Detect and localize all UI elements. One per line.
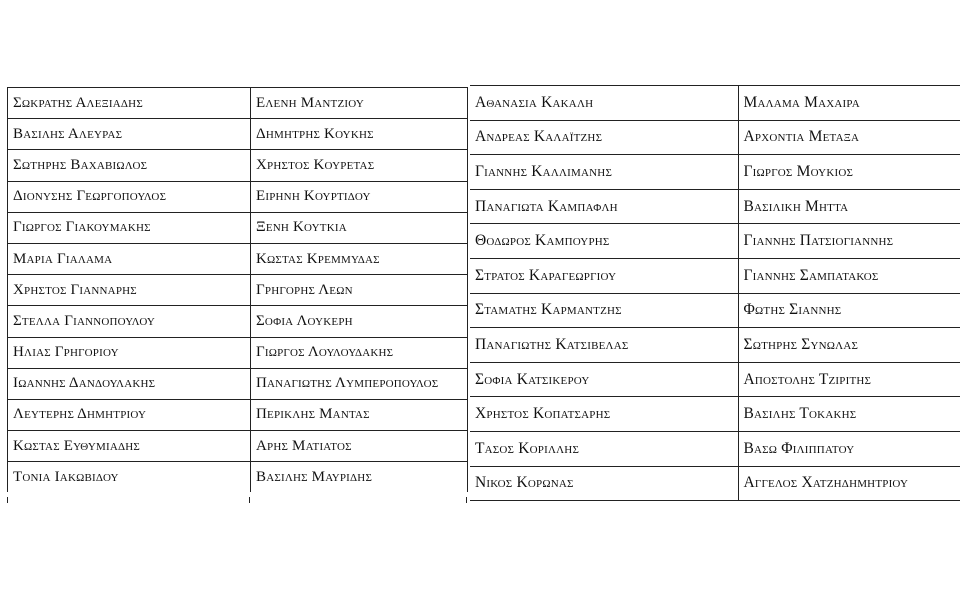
name-cell: Παναγιωτης Κατσιβελας [470, 328, 738, 363]
table-row [8, 337, 468, 368]
name-cell: Σταματης Καρμαντζης [470, 293, 738, 328]
name-cell: Σωτηρης Συνωλας [738, 328, 960, 363]
name-cell: Γιωργος Γιακουμακης [8, 212, 251, 243]
table-row [8, 462, 468, 493]
name-cell: Γιαννης Πατσιογιαννης [738, 224, 960, 259]
name-cell: Βασιλης Τοκακης [738, 397, 960, 432]
name-cell: Περικλης Μαντας [251, 399, 468, 430]
name-cell: Χρηστος Κοπατσαρης [470, 397, 738, 432]
name-cell: Ελενη Μαντζιου [251, 88, 468, 119]
table-row [8, 243, 468, 274]
name-cell: Κωστας Ευθυμιαδης [8, 431, 251, 462]
table-edge-stub [249, 497, 250, 503]
name-cell: Βασιλης Αλευρας [8, 119, 251, 150]
name-cell: Μαρια Γιαλαμα [8, 243, 251, 274]
table-row [470, 155, 960, 190]
table-row [8, 212, 468, 243]
table-row [8, 368, 468, 399]
name-cell: Σοφια Λουκερη [251, 306, 468, 337]
table-row [470, 397, 960, 432]
table-row [470, 86, 960, 121]
name-cell: Στελλα Γιαννοπουλου [8, 306, 251, 337]
name-cell: Θοδωρος Καμπουρης [470, 224, 738, 259]
name-cell: Γιαννης Καλλιμανης [470, 155, 738, 190]
name-cell: Τασος Κοριλλης [470, 431, 738, 466]
table-row [470, 362, 960, 397]
name-cell: Ειρηνη Κουρτιδου [251, 181, 468, 212]
name-cell: Δημητρης Κουκης [251, 119, 468, 150]
table-row [8, 306, 468, 337]
left-names-table [7, 87, 468, 492]
table-row [470, 224, 960, 259]
table-row [470, 189, 960, 224]
name-cell: Διονυσης Γεωργοπουλος [8, 181, 251, 212]
table-row [470, 293, 960, 328]
table-row [470, 466, 960, 501]
table-row [470, 120, 960, 155]
left-table-body [8, 88, 468, 493]
table-row [8, 431, 468, 462]
name-cell: Παναγιωτης Λυμπεροπουλος [251, 368, 468, 399]
name-cell: Αρχοντια Μεταξα [738, 120, 960, 155]
right-table-body [470, 86, 960, 501]
name-cell: Ιωαννης Δανδουλακης [8, 368, 251, 399]
table-row [8, 119, 468, 150]
name-cell: Βασιλικη Μηττα [738, 189, 960, 224]
name-cell: Κωστας Κρεμμυδας [251, 243, 468, 274]
name-cell: Αθανασια Κακαλη [470, 86, 738, 121]
table-row [8, 150, 468, 181]
name-cell: Τονια Ιακωβιδου [8, 462, 251, 493]
table-row [8, 275, 468, 306]
name-cell: Παναγιωτα Καμπαφλη [470, 189, 738, 224]
table-row [8, 181, 468, 212]
table-row [470, 258, 960, 293]
name-cell: Στρατος Καραγεωργιου [470, 258, 738, 293]
name-cell: Νικος Κορωνας [470, 466, 738, 501]
name-cell: Βασω Φιλιππατου [738, 431, 960, 466]
name-cell: Αγγελος Χατζηδημητριου [738, 466, 960, 501]
name-cell: Σοφια Κατσικερου [470, 362, 738, 397]
right-names-table [470, 85, 960, 501]
name-cell: Γιαννης Σαμπατακος [738, 258, 960, 293]
name-cell: Αποστολης Τζιριτης [738, 362, 960, 397]
table-row [470, 431, 960, 466]
name-cell: Γιωργος Μουκιος [738, 155, 960, 190]
name-cell: Χρηστος Κουρετας [251, 150, 468, 181]
table-row [8, 399, 468, 430]
name-cell: Γρηγορης Λεων [251, 275, 468, 306]
name-cell: Σωτηρης Βαχαβιωλος [8, 150, 251, 181]
name-cell: Λευτερης Δημητριου [8, 399, 251, 430]
name-cell: Ανδρεας Καλαϊτζης [470, 120, 738, 155]
name-cell: Βασιλης Μαυριδης [251, 462, 468, 493]
name-cell: Μαλαμα Μαχαιρα [738, 86, 960, 121]
name-cell: Ξενη Κουτκια [251, 212, 468, 243]
name-cell: Ηλιας Γρηγοριου [8, 337, 251, 368]
name-cell: Χρηστος Γιανναρης [8, 275, 251, 306]
name-cell: Αρης Ματιατος [251, 431, 468, 462]
name-cell: Φωτης Σιαννης [738, 293, 960, 328]
table-edge-stub [466, 497, 467, 503]
name-cell: Σωκρατης Αλεξιαδης [8, 88, 251, 119]
table-edge-stub [7, 497, 8, 503]
table-row [470, 328, 960, 363]
table-row [8, 88, 468, 119]
name-cell: Γιωργος Λουλουδακης [251, 337, 468, 368]
